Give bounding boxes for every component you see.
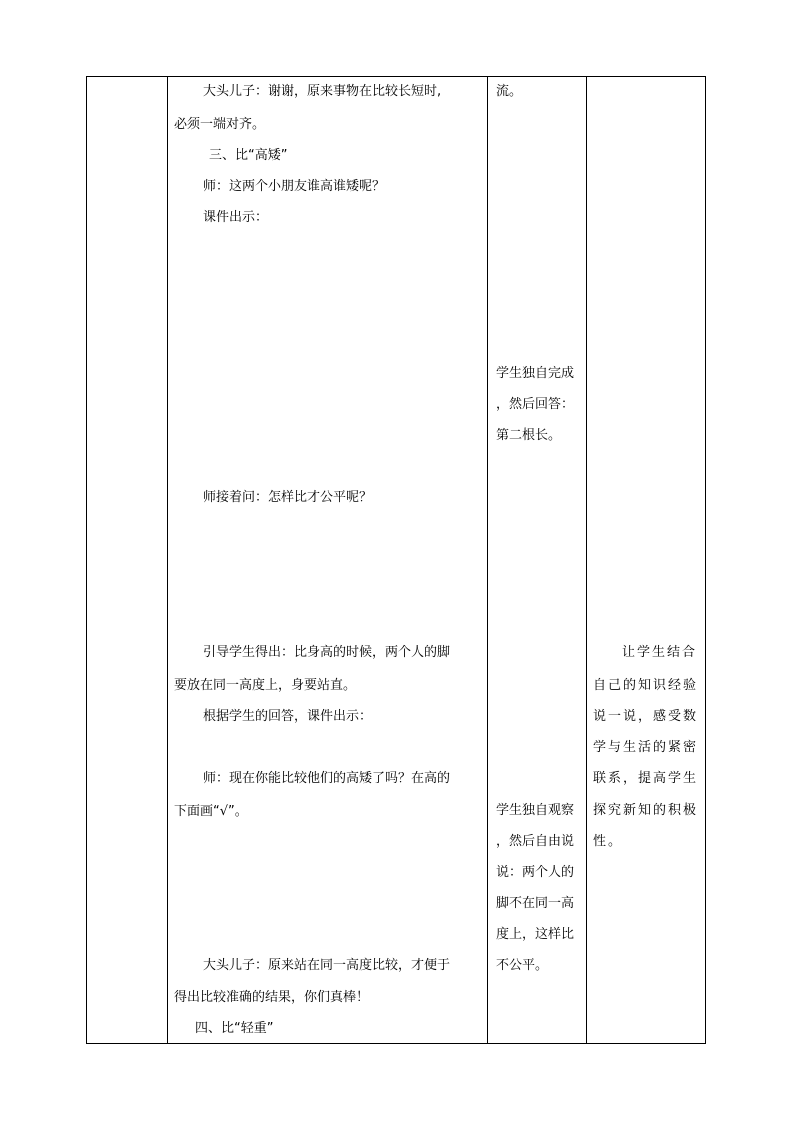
teacher-question: 师：现在你能比较他们的高矮了吗？在高的: [203, 771, 451, 786]
guidance-line: 引导学生得出：比身高的时候，两个人的脚: [203, 645, 451, 660]
intent-line: 让学生结合: [622, 645, 698, 660]
activity-line: ，然后回答：: [496, 397, 575, 412]
column-divider: [586, 77, 587, 1043]
intent-line: 联系，提高学生: [593, 771, 699, 786]
activity-line: 学生独自观察: [496, 803, 575, 818]
teacher-question: 师接着问：怎样比才公平呢？: [203, 490, 373, 505]
intent-line: 性。: [593, 834, 624, 849]
teacher-question: 师：这两个小朋友谁高谁矮呢？: [203, 179, 386, 194]
courseware-label: 根据学生的回答，课件出示：: [203, 709, 373, 724]
lesson-table: [86, 76, 706, 1044]
activity-line: 说：两个人的: [496, 865, 575, 880]
column-divider: [487, 77, 488, 1043]
dialogue-line: 大头儿子：谢谢，原来事物在比较长短时,: [203, 84, 442, 99]
activity-line: 流。: [496, 84, 523, 99]
dialogue-line: 大头儿子：原来站在同一高度比较，才便于: [203, 958, 451, 973]
intent-line: 说一说，感受数: [593, 709, 699, 724]
section-heading: 三、比“高矮”: [209, 148, 288, 163]
activity-line: ，然后自由说: [496, 834, 575, 849]
intent-line: 学与生活的紧密: [593, 740, 699, 755]
section-heading: 四、比“轻重”: [195, 1021, 274, 1036]
column-divider: [167, 77, 168, 1043]
dialogue-line: 得出比较准确的结果，你们真棒！: [174, 990, 370, 1005]
intent-line: 自己的知识经验: [593, 678, 699, 693]
activity-line: 脚不在同一高: [496, 896, 575, 911]
activity-line: 学生独自完成: [496, 366, 575, 381]
courseware-label: 课件出示：: [203, 210, 269, 225]
dialogue-line: 必须一端对齐。: [174, 117, 266, 132]
activity-line: 度上，这样比: [496, 927, 575, 942]
activity-line: 第二根长。: [496, 428, 562, 443]
intent-line: 探究新知的积极: [593, 803, 699, 818]
activity-line: 不公平。: [496, 958, 549, 973]
guidance-line: 要放在同一高度上，身要站直。: [174, 678, 357, 693]
teacher-question: 下面画“√”。: [174, 804, 248, 819]
